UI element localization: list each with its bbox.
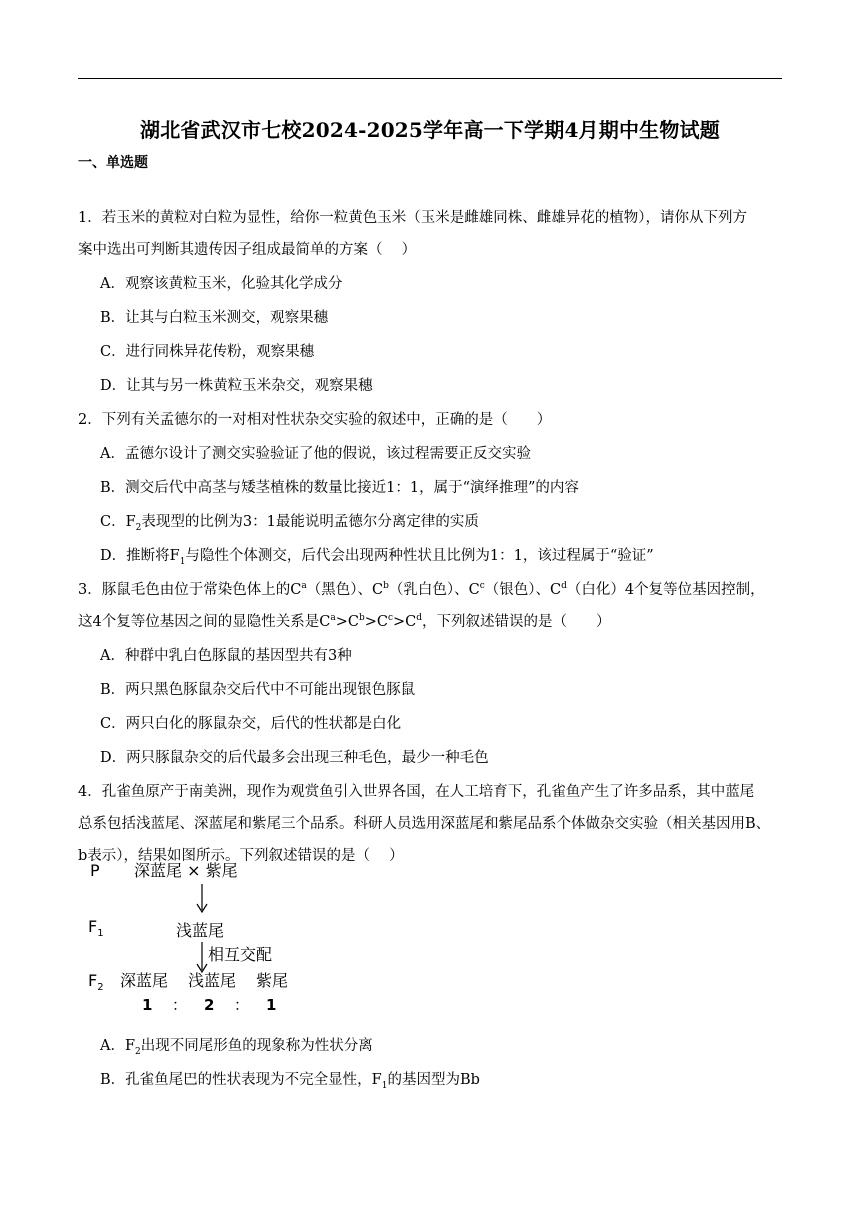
ratio-light-blue: 2 [204, 996, 215, 1014]
f2-phenotype-deep-blue: 深蓝尾 [120, 971, 169, 990]
q1-stem-line1: 1．若玉米的黄粒对白粒为显性，给你一粒黄色玉米（玉米是雌雄同株、雌雄异花的植物），请你从下列方 [78, 210, 747, 226]
q4-stem-line1: 4．孔雀鱼原产于南美洲，现作为观赏鱼引入世界各国，在人工培育下，孔雀鱼产生了许多品系，其中蓝尾 [78, 784, 755, 800]
header-rule [78, 78, 782, 79]
q1-option-b: B．让其与白粒玉米测交，观察果穗 [100, 310, 329, 326]
parental-cross: 深蓝尾 × 紫尾 [134, 861, 238, 880]
f2-phenotype-purple: 紫尾 [256, 971, 289, 990]
section-heading: 一、单选题 [78, 155, 148, 171]
ratio-colon-1: ： [172, 996, 188, 1014]
q4-stem-line2: 总系包括浅蓝尾、深蓝尾和紫尾三个品系。科研人员选用深蓝尾和紫尾品系个体做杂交实验（相关基因用B、 [78, 816, 771, 832]
q4-stem-line3: b表示），结果如图所示。下列叙述错误的是（ ） [78, 848, 404, 864]
q1-stem-line2: 案中选出可判断其遗传因子组成最简单的方案（ ） [78, 242, 417, 258]
q3-option-c: C．两只白化的豚鼠杂交，后代的性状都是白化 [100, 716, 402, 732]
q2-option-b: B．测交后代中高茎与矮茎植株的数量比接近1：1，属于“演绎推理”的内容 [100, 480, 579, 496]
q2-option-a: A．孟德尔设计了测交实验验证了他的假说，该过程需要正反交实验 [100, 446, 531, 462]
page-title: 湖北省武汉市七校2024-2025学年高一下学期4月期中生物试题 [140, 118, 720, 142]
ratio-colon-2: ： [234, 996, 250, 1014]
f1-generation-label: $F_1$ [88, 917, 104, 939]
ratio-purple: 1 [266, 996, 277, 1014]
ratio-deep-blue: 1 [142, 996, 153, 1014]
mating-label: 相互交配 [208, 945, 273, 964]
f2-phenotype-light-blue: 浅蓝尾 [188, 971, 237, 990]
q4-option-a: A．$F_2$出现不同尾形鱼的现象称为性状分离 [100, 1038, 373, 1057]
q2-option-c: C．$F_2$表现型的比例为3：1最能说明孟德尔分离定律的实质 [100, 514, 479, 533]
q3-stem-line2: 这4个复等位基因之间的显隐性关系是$C^a>C^b>C^c>C^d$，下列叙述错误的是（ ） [78, 613, 611, 630]
q3-stem-line1: 3．豚鼠毛色由位于常染色体上的$C^a$（黑色）、$C^b$（乳白色）、$C^c$（银色）、$C^d$（白化）4个复等位基因控制， [78, 581, 765, 598]
q4-option-b: B．孔雀鱼尾巴的性状表现为不完全显性，$F_1$的基因型为Bb [100, 1072, 480, 1091]
q1-option-a: A．观察该黄粒玉米，化验其化学成分 [100, 276, 343, 292]
q3-option-b: B．两只黑色豚鼠杂交后代中不可能出现银色豚鼠 [100, 682, 416, 698]
q1-option-d: D．让其与另一株黄粒玉米杂交，观察果穗 [100, 378, 373, 394]
q3-option-d: D．两只豚鼠杂交的后代最多会出现三种毛色，最少一种毛色 [100, 750, 489, 766]
cross-diagram [80, 852, 320, 1022]
q3-option-a: A．种群中乳白色豚鼠的基因型共有3种 [100, 648, 352, 664]
q2-option-d: D．推断将$F_1$与隐性个体测交，后代会出现两种性状且比例为1：1，该过程属于“验证” [100, 548, 654, 567]
q2-stem: 2．下列有关孟德尔的一对相对性状杂交实验的叙述中，正确的是（ ） [78, 412, 552, 428]
p-generation-label: P [90, 861, 100, 880]
f1-phenotype: 浅蓝尾 [176, 921, 225, 940]
q1-option-c: C．进行同株异花传粉，观察果穗 [100, 344, 315, 360]
f2-generation-label: $F_2$ [88, 971, 104, 993]
